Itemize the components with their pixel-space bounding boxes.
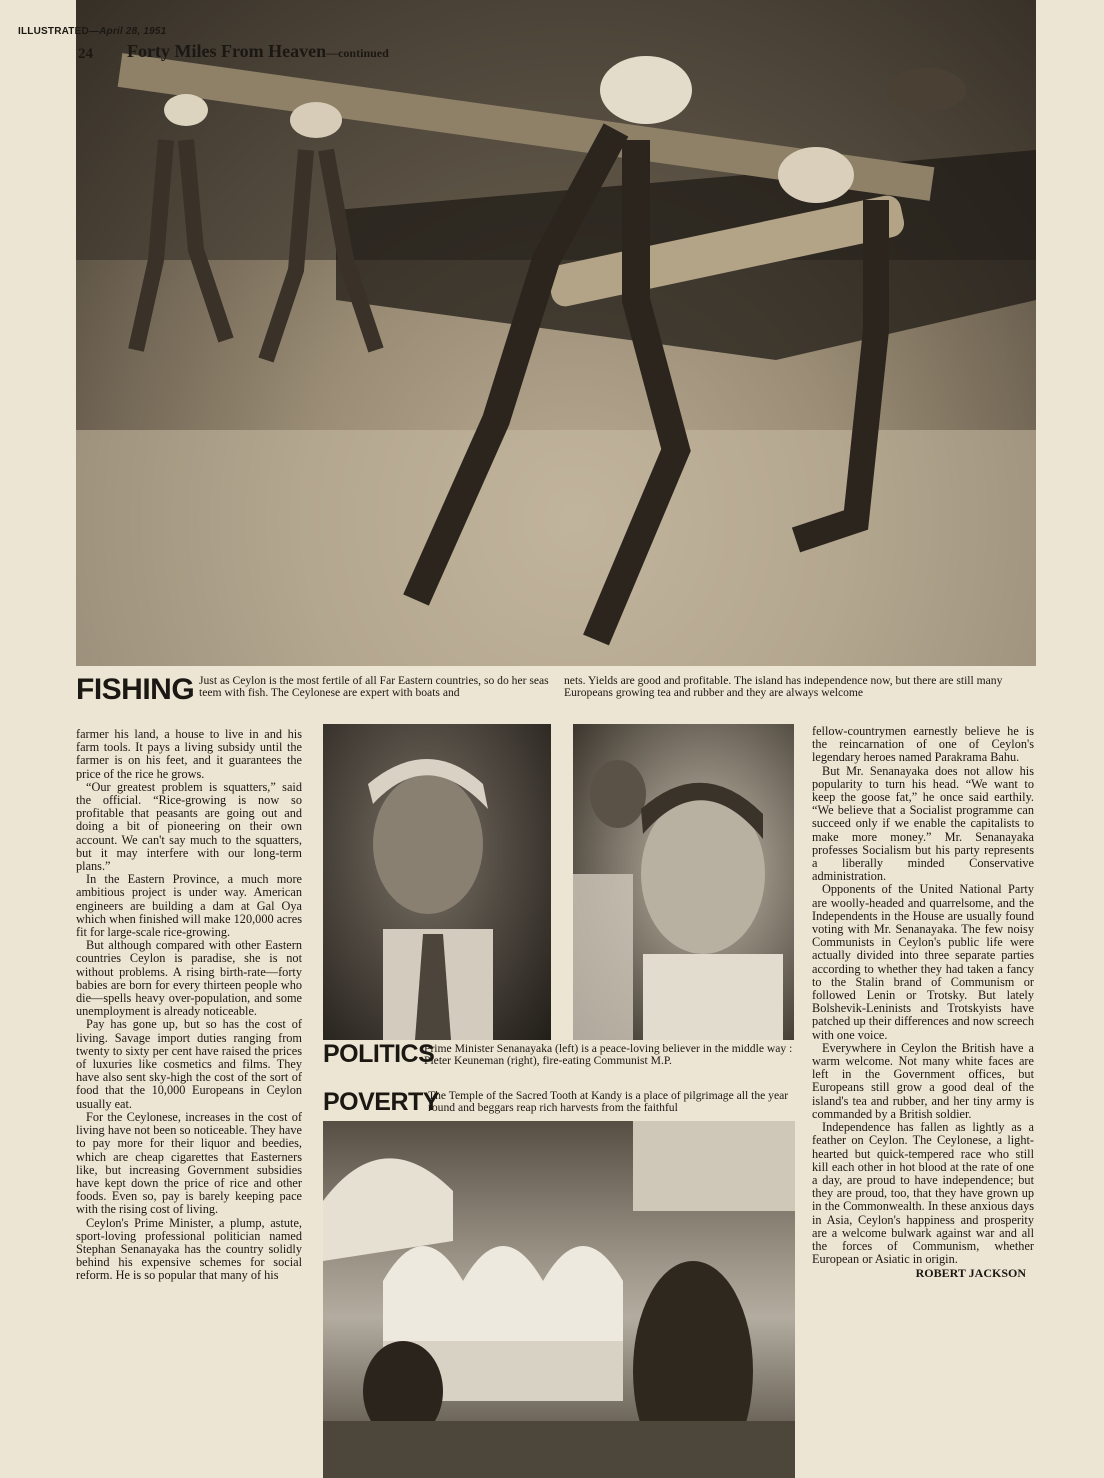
paragraph: Opponents of the United National Party are woolly-headed and quarrelsome, and the Independents in the House are usually found voting with Mr. Senanayaka. The few noisy Communists in Ceylon's public life were actually divided into three separate parties according to whether they had taken a fancy to the Stalin brand of Communism or followed Lenin or Trotsky. But lately Bolshevik-Leninists and Trotskyists have patched up their differences and now screech with one voice. [812,882,1034,1042]
page-title [127,41,389,62]
fishing-label: FISHING [76,673,195,706]
masthead: ILLUSTRATED—April 28, 1951 [18,26,167,37]
paragraph: fellow-countrymen earnestly believe he is the reincarnation of one of Ceylon's legendary heroes named Parakrama Bahu. [812,724,1034,765]
keuneman-portrait-photo [573,724,794,1040]
paragraph: Everywhere in Ceylon the British have a warm welcome. Not many white faces are left in the Government offices, but Europeans still grow a good deal of the island's tea and rubber, and her tiny army is commanded by a British soldier. [812,1040,1034,1121]
paragraph: “Our greatest problem is squatters,” said the official. “Rice-growing is now so profitable that peasants are going out and doing a bit of pioneering on their own account. We can't say much to the squatters, but it may interfere with our long-term plans.” [76,779,302,874]
temple-photo [323,1121,795,1478]
paragraph: Ceylon's Prime Minister, a plump, astute, sport-loving professional politician named Stephan Senanayaka has the country solidly behind his expensive schemes for social reform. He is so popular that many of his [76,1215,302,1283]
fishing-photo [76,0,1036,666]
issue-date: April 28, 1951 [99,26,167,37]
magazine-name: ILLUSTRATED [18,26,89,37]
paragraph: Pay has gone up, but so has the cost of living. Savage import duties ranging from twenty to sixty per cent have raised the prices of luxuries like cosmetics and films. They have also sent sky-high the cost of the sort of food that the 10,000 Europeans in Ceylon usually eat. [76,1017,302,1111]
politics-label: POLITICS [323,1040,435,1068]
paragraph: Independence has fallen as lightly as a feather on Ceylon. The Ceylonese, a light-hearted but quick-tempered race who still kill each other in hot blood at the rate of one a day, are proud to have independence; but they are proud, too, that they have grown up in the Commonwealth. In these anxious days in Asia, Ceylon's happiness and prosperity are a welcome bulwark against war and all the forces of Communism, whether European or Asiatic in origin. [812,1120,1034,1267]
page-number: 24 [78,46,93,62]
politics-caption: Prime Minister Senanayaka (left) is a peace-loving believer in the middle way : Pieter Keuneman (right), fire-eating Communist M.P. [424,1042,793,1067]
paragraph: farmer his land, a house to live in and his farm tools. It pays a living subsidy until the farmer is on his feet, and it guarantees the price of the rice he grows. [76,727,302,781]
author-byline: ROBERT JACKSON [915,1266,1026,1281]
poverty-label: POVERTY [323,1088,439,1116]
paragraph: For the Ceylonese, increases in the cost of living have not been so noticeable. They have to pay more for their liquor and beedies, which are cheap cigarettes that Easterners like, but increasing Government subsidies have kept down the price of rice and other foods. Even so, pay is barely keeping pace with the rising cost of living. [76,1109,302,1217]
paragraph: But although compared with other Eastern countries Ceylon is paradise, she is not without problems. A rising birth-rate—forty babies are born for every thirteen people who die—spells heavy over-population, and some unemployment is already noticeable. [76,938,302,1019]
paragraph: But Mr. Senanayaka does not allow his popularity to turn his head. “We want to keep the goose fat,” he once said earthily. “We believe that a Socialist programme can succeed only if we enable the capitalists to make more money.” Mr. Senanayaka professes Socialism but his party represents a liberally minded Conservative administration. [812,763,1034,884]
senanayaka-portrait-photo [323,724,551,1040]
fishing-caption-part1: Just as Ceylon is the most fertile of all Far Eastern countries, so do her seas teem with fish. The Ceylonese are expert with boats and [199,674,549,699]
article-left-column [76,728,302,1283]
poverty-caption: The Temple of the Sacred Tooth at Kandy is a place of pilgrimage all the year round and beggars reap rich harvests from the faithful [428,1089,789,1114]
continued-tag: —continued [326,46,389,60]
title-text: Forty Miles From Heaven [127,41,327,61]
paragraph: In the Eastern Province, a much more ambitious project is under way. American engineers are building a dam at Gal Oya which when finished will make 120,000 acres fit for large-scale rice-growing. [76,872,302,940]
fishing-caption-part2: nets. Yields are good and profitable. The island has independence now, but there are still many Europeans growing tea and rubber and they are always welcome [564,674,1003,699]
article-right-column [812,725,1034,1281]
